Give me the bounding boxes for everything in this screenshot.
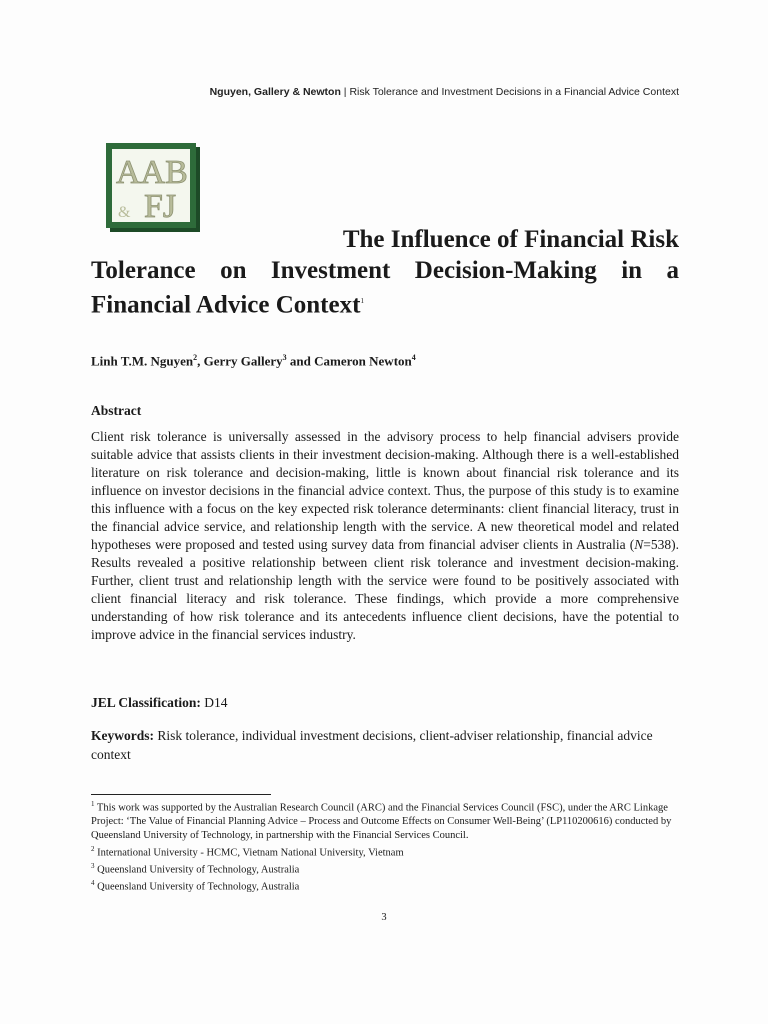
abstract-body: [91, 428, 679, 644]
keywords-label: Keywords:: [91, 728, 154, 743]
footnote-mark: 2: [91, 844, 95, 853]
footnote-mark: 3: [91, 861, 95, 870]
logo-text-top: AAB: [116, 154, 188, 191]
author-separator: and: [286, 353, 315, 369]
footnote-item: [91, 798, 691, 843]
jel-value: D14: [200, 695, 228, 710]
abstract-text-part2: =538). Results revealed a positive relationship between client risk tolerance and investment decision-making. Further, client trust and relationship length with the service were found to be positively associated with client financial literacy and risk tolerance. These findings, which provide a more comprehensive understanding of how risk tolerance and its antecedents influence client decisions, have the potential to improve advice in the financial services industry.: [91, 537, 679, 642]
running-header-separator: |: [340, 86, 350, 98]
jel-label: JEL Classification:: [91, 695, 201, 710]
abstract-text-part1: Client risk tolerance is universally assessed in the advisory process to help financial advisers provide suitable advice that assists clients in their investment decision-making. Although there is a well-established literature on risk tolerance and decision-making, little is known about financial risk tolerance and its influence on investor decisions in the financial advice context. Thus, the purpose of this study is to examine this influence with a focus on the key expected risk tolerance determinants: client financial literacy, trust in the financial advice service, and relationship length with the service. A new theoretical model and related hypotheses were proposed and tested using survey data from financial adviser clients in Australia (: [91, 429, 679, 552]
footnote-text: International University - HCMC, Vietnam National University, Vietnam: [94, 847, 404, 859]
author-name: Linh T.M. Nguyen: [91, 353, 194, 369]
running-header: [210, 86, 679, 98]
author-affiliation-mark: 4: [411, 353, 416, 362]
running-header-title: Risk Tolerance and Investment Decisions in a Financial Advice Context: [349, 86, 679, 98]
keywords-value: Risk tolerance, individual investment decisions, client-adviser relationship, financial advice context: [91, 728, 653, 762]
running-header-authors: Nguyen, Gallery & Newton: [209, 86, 341, 98]
footnote-item: [91, 843, 691, 860]
footnote-mark: 1: [91, 800, 95, 808]
paper-title-line1: The Influence of Financial Risk: [342, 226, 679, 253]
paper-title: [91, 224, 679, 320]
footnotes: [91, 798, 691, 894]
paper-title-rest: Tolerance on Investment Decision-Making in a Financial Advice Context: [91, 257, 679, 319]
paper-title-footnote-mark: 1: [360, 297, 364, 305]
author-affiliation-mark: 3: [282, 353, 287, 362]
footnote-text: Queensland University of Technology, Australia: [94, 881, 300, 893]
footnote-divider: [91, 794, 271, 795]
jel-classification: [91, 695, 228, 711]
author-list: [91, 353, 416, 369]
logo-text-ampersand: &: [118, 204, 131, 221]
author-separator: ,: [197, 353, 204, 369]
keywords: [91, 726, 679, 764]
footnote-item: [91, 877, 691, 894]
author-affiliation-mark: 2: [193, 353, 198, 362]
footnote-item: [91, 860, 691, 877]
author-name: Gerry Gallery: [203, 353, 283, 369]
abstract-heading: Abstract: [91, 403, 142, 418]
footnote-text: This work was supported by the Australian Research Council (ARC) and the Financial Services Council (FSC), under the ARC Linkage Project: ‘The Value of Financial Planning Advice – Process and Outcome Effects on Consumer Well-Being’ (LP110200616) conducted by Queensland University of Technology, in partnership with the Financial Services Council.: [91, 802, 672, 841]
logo-text-bottom: FJ: [144, 188, 177, 225]
abstract-n-symbol: N: [634, 537, 644, 552]
author-name: Cameron Newton: [314, 353, 412, 369]
footnote-text: Queensland University of Technology, Australia: [94, 864, 300, 876]
journal-logo: [106, 143, 202, 233]
footnote-mark: 4: [91, 879, 95, 888]
page-number: 3: [381, 912, 387, 923]
